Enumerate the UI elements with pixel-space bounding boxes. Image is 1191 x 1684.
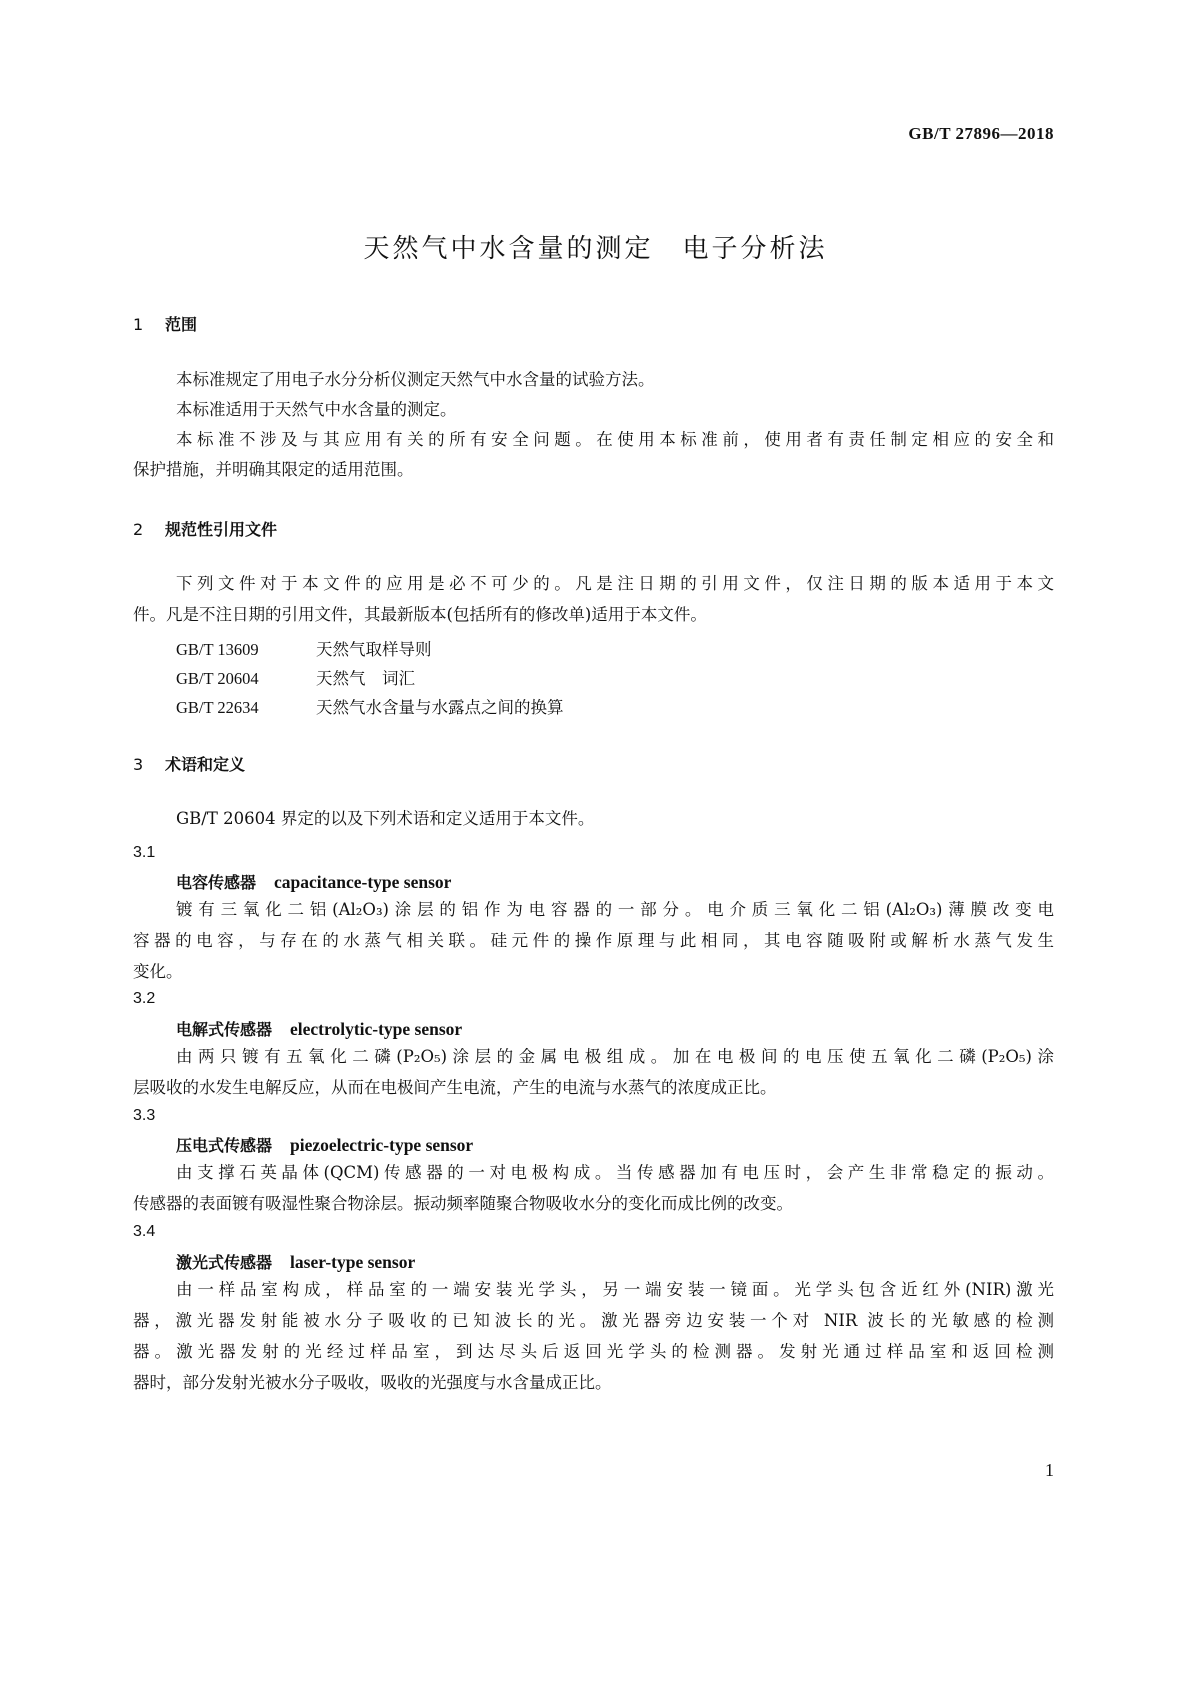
definition-line: 镀有三氧化二铝(Al₂O₃)涂层的铝作为电容器的一部分。电介质三氧化二铝(Al₂O₃)薄膜改变电 [176,900,1054,919]
definition-line: 由支撑石英晶体(QCM)传感器的一对电极构成。当传感器加有电压时，会产生非常稳定的振动。 [176,1163,1054,1182]
term-heading [176,1017,462,1040]
standard-code: GB/T 27896—2018 [908,124,1054,143]
reference-item [176,636,432,660]
reference-title: 天然气取样导则 [316,640,432,659]
reference-code: GB/T 22634 [176,698,259,717]
section-heading-normative-references [133,517,277,540]
term-zh: 压电式传感器 [176,1136,273,1155]
definition-line: 由一样品室构成，样品室的一端安装光学头，另一端安装一镜面。光学头包含近红外(NIR)激光 [176,1280,1054,1299]
term-zh: 电容传感器 [176,873,257,892]
reference-item [176,665,415,689]
reference-title: 天然气 词汇 [316,669,415,688]
definition-line: 器。激光器发射的光经过样品室，到达尽头后返回光学头的检测器。发射光通过样品室和返回检测 [133,1342,1054,1361]
definition-line: 容器的电容，与存在的水蒸气相关联。硅元件的操作原理与此相同，其电容随吸附或解析水蒸气发生 [133,931,1054,950]
term-zh: 电解式传感器 [176,1020,273,1039]
document-title: 天然气中水含量的测定 电子分析法 [363,234,828,264]
paragraph: 本标准适用于天然气中水含量的测定。 [176,400,457,419]
paragraph: GB/T 20604 界定的以及下列术语和定义适用于本文件。 [176,809,595,828]
section-number: 1 [133,315,144,334]
definition-line: 变化。 [133,962,183,981]
paragraph-line: 下列文件对于本文件的应用是必不可少的。凡是注日期的引用文件，仅注日期的版本适用于本文 [176,574,1054,593]
term-heading [176,1250,415,1273]
section-number: 3 [133,755,144,774]
section-title: 范围 [165,315,198,334]
section-heading-terms-definitions [133,752,245,775]
section-number: 2 [133,520,144,539]
term-number: 3.1 [133,844,156,861]
reference-code: GB/T 13609 [176,640,259,659]
definition-line: 传感器的表面镀有吸湿性聚合物涂层。振动频率随聚合物吸收水分的变化而成比例的改变。 [133,1194,793,1213]
reference-title: 天然气水含量与水露点之间的换算 [316,698,564,717]
definition-line: 器时，部分发射光被水分子吸收，吸收的光强度与水含量成正比。 [133,1373,612,1392]
term-en: electrolytic-type sensor [290,1019,463,1039]
term-heading [176,1133,473,1156]
term-heading [176,870,451,893]
paragraph-line: 件。凡是不注日期的引用文件，其最新版本(包括所有的修改单)适用于本文件。 [133,605,707,624]
definition-line: 层吸收的水发生电解反应，从而在电极间产生电流，产生的电流与水蒸气的浓度成正比。 [133,1078,777,1097]
page-number: 1 [1045,1460,1054,1480]
paragraph-line: 保护措施，并明确其限定的适用范围。 [133,460,414,479]
term-number: 3.3 [133,1107,156,1124]
term-zh: 激光式传感器 [176,1253,273,1272]
term-number: 3.2 [133,990,156,1007]
paragraph: 本标准规定了用电子水分分析仪测定天然气中水含量的试验方法。 [176,370,655,389]
term-en: piezoelectric-type sensor [290,1135,474,1155]
paragraph-line: 本标准不涉及与其应用有关的所有安全问题。在使用本标准前，使用者有责任制定相应的安全和 [176,430,1054,449]
reference-item [176,694,564,718]
section-title: 规范性引用文件 [165,520,278,539]
term-number: 3.4 [133,1223,156,1240]
term-en: laser-type sensor [290,1252,416,1272]
section-title: 术语和定义 [165,755,246,774]
term-en: capacitance-type sensor [274,872,452,892]
reference-code: GB/T 20604 [176,669,259,688]
definition-line: 器，激光器发射能被水分子吸收的已知波长的光。激光器旁边安装一个对 NIR 波长的光敏感的检测 [133,1311,1054,1330]
definition-line: 由两只镀有五氧化二磷(P₂O₅)涂层的金属电极组成。加在电极间的电压使五氧化二磷(P₂O₅)涂 [176,1047,1054,1066]
section-heading-scope [133,312,197,335]
